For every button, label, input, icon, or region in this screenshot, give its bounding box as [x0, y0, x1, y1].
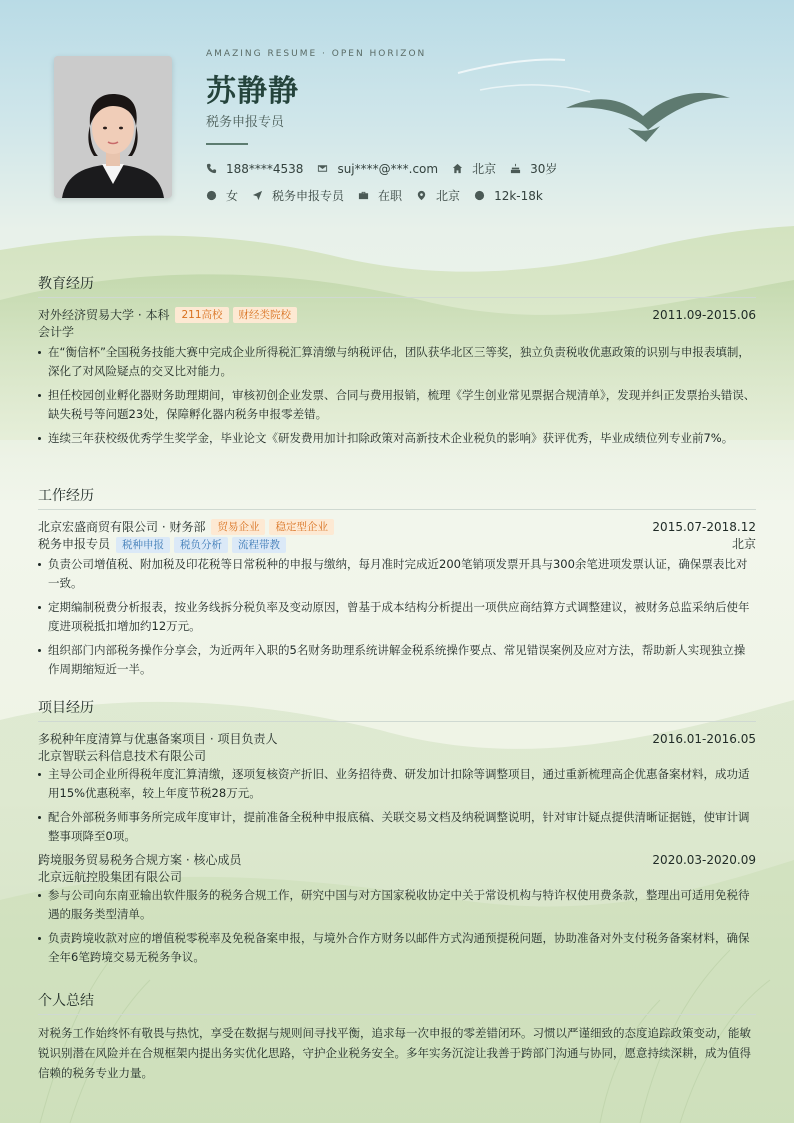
education-date: 2011.09-2015.06: [652, 308, 756, 322]
work-bullets: [38, 555, 756, 679]
detail-status: 在职: [358, 187, 402, 204]
section-title: 工作经历: [38, 485, 756, 510]
list-item: 连续三年获校级优秀学生奖学金，毕业论文《研发费用加计扣除政策对高新技术企业税负的影响》获评优秀，毕业成绩位列专业前7%。: [38, 429, 756, 448]
cake-icon: [510, 163, 521, 174]
work-date: 2015.07-2018.12: [652, 520, 756, 534]
contact-age: 30岁: [510, 160, 557, 177]
detail-salary: 12k-18k: [474, 189, 543, 203]
education-section: [38, 273, 756, 453]
contact-phone: 188****4538: [206, 162, 303, 176]
contact-row: [206, 160, 571, 177]
work-header: [38, 518, 756, 536]
list-item: 负责跨境收款对应的增值税零税率及免税备案申报，与境外合作方财务以邮件方式沟通预提税问题，协助准备对外支付税务备案材料，确保全年6笔跨境交易无税务争议。: [38, 929, 756, 967]
summary-text: 对税务工作始终怀有敬畏与热忱，享受在数据与规则间寻找平衡，追求每一次申报的零差错闭环。习惯以严谨细致的态度追踪政策变动，能敏锐识别潜在风险并在合规框架内提出务实优化思路，守护企业税务安全。多年实务沉淀让我善于跨部门沟通与协同，愿意持续深耕，成为值得信赖的税务专业力量。: [38, 1026, 751, 1080]
project-date: 2020.03-2020.09: [652, 853, 756, 867]
send-icon: [252, 190, 263, 201]
work-section: [38, 485, 756, 684]
skill-tag: 流程带教: [232, 537, 286, 553]
list-item: 担任校园创业孵化器财务助理期间，审核初创企业发票、合同与费用报销，梳理《学生创业常见票据合规清单》，发现并纠正发票抬头错误、缺失税号等问题23处，保障孵化器内税务申报零差错。: [38, 386, 756, 424]
school-tag: 211高校: [175, 307, 228, 323]
project-bullets: [38, 886, 756, 967]
project-company: 北京智联云科信息技术有限公司: [38, 749, 207, 763]
avatar: [54, 56, 172, 198]
project-name: 多税种年度清算与优惠备案项目 · 项目负责人: [38, 732, 278, 746]
company-tag: 贸易企业: [211, 519, 265, 535]
project-item: [38, 851, 756, 967]
education-header: [38, 306, 756, 324]
section-title: 项目经历: [38, 697, 756, 722]
detail-row: [206, 187, 557, 204]
school-tag: 财经类院校: [233, 307, 298, 323]
list-item: 配合外部税务师事务所完成年度审计，提前准备全税种申报底稿、关联交易文档及纳税调整说明，针对审计疑点提供清晰证据链，使审计调整事项降至0项。: [38, 808, 756, 846]
title-divider: [206, 143, 248, 145]
project-date: 2016.01-2016.05: [652, 732, 756, 746]
project-item: [38, 730, 756, 846]
detail-gender: 女: [206, 187, 238, 204]
projects-section: [38, 697, 756, 972]
summary-section: [38, 990, 756, 1083]
skill-tag: 税负分析: [174, 537, 228, 553]
candidate-name: 苏静静: [206, 74, 299, 109]
project-company: 北京远航控股集团有限公司: [38, 870, 183, 884]
detail-target-role: 税务申报专员: [252, 187, 344, 204]
list-item: 参与公司向东南亚输出软件服务的税务合规工作，研究中国与对方国家税收协定中关于常设机构与特许权使用费条款，整理出可适用免税待遇的服务类型清单。: [38, 886, 756, 924]
work-location: 北京: [731, 537, 756, 551]
salary-icon: [474, 190, 485, 201]
briefcase-icon: [358, 190, 369, 201]
project-name: 跨境服务贸易税务合规方案 · 核心成员: [38, 853, 242, 867]
major: 会计学: [38, 325, 75, 339]
list-item: 主导公司企业所得税年度汇算清缴，逐项复核资产折旧、业务招待费、研发加计扣除等调整项目，通过重新梳理高企优惠备案材料，成功适用15%优惠税率，较上年度节税28万元。: [38, 765, 756, 803]
location-pin-icon: [416, 190, 427, 201]
skill-tag: 税种申报: [116, 537, 170, 553]
list-item: 组织部门内部税务操作分享会，为近两年入职的5名财务助理系统讲解金税系统操作要点、常见错误案例及应对方法，帮助新人实现独立操作周期缩短近一半。: [38, 641, 756, 679]
candidate-role: 税务申报专员: [206, 115, 285, 130]
header-tagline: AMAZING RESUME · OPEN HORIZON: [206, 49, 427, 59]
contact-email: suj****@***.com: [317, 162, 438, 176]
section-title: 教育经历: [38, 273, 756, 298]
education-bullets: [38, 343, 756, 448]
home-icon: [452, 163, 463, 174]
work-position-row: [38, 536, 756, 553]
list-item: 在“衡信杯”全国税务技能大赛中完成企业所得税汇算清缴与纳税评估，团队获华北区三等奖，独立负责税收优惠政策的识别与申报表填制，深化了对风险疑点的交叉比对能力。: [38, 343, 756, 381]
company-name: 北京宏盛商贸有限公司 · 财务部: [38, 520, 206, 534]
education-major-row: [38, 324, 756, 341]
contact-city: 北京: [452, 160, 496, 177]
position: 税务申报专员: [38, 537, 111, 551]
mail-icon: [317, 163, 328, 174]
section-title: 个人总结: [38, 990, 756, 1015]
detail-location: 北京: [416, 187, 460, 204]
list-item: 负责公司增值税、附加税及印花税等日常税种的申报与缴纳，每月准时完成近200笔销项发票开具与300余笔进项发票认证，确保票表比对一致。: [38, 555, 756, 593]
gender-icon: [206, 190, 217, 201]
list-item: 定期编制税费分析报表，按业务线拆分税负率及变动原因，曾基于成本结构分析提出一项供应商结算方式调整建议，被财务总监采纳后使年度进项税抵扣增加约12万元。: [38, 598, 756, 636]
phone-icon: [206, 163, 217, 174]
company-tag: 稳定型企业: [269, 519, 334, 535]
school-name: 对外经济贸易大学 · 本科: [38, 308, 170, 322]
project-bullets: [38, 765, 756, 846]
